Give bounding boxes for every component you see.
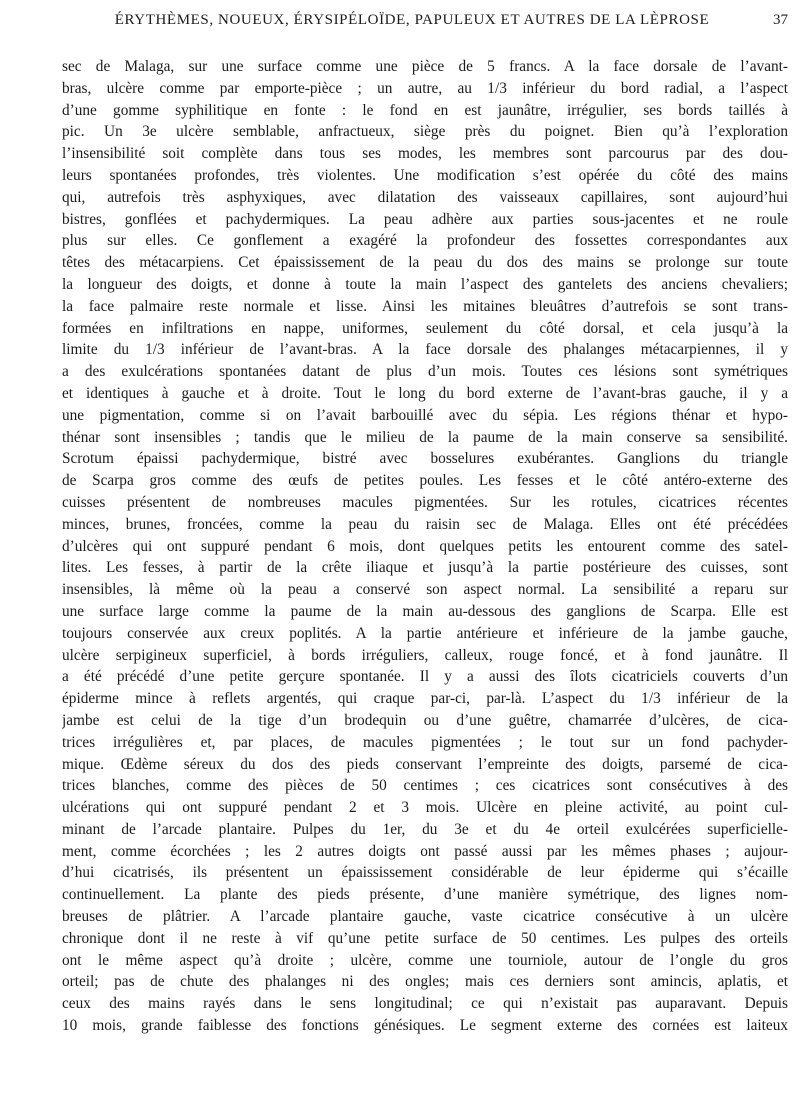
text-line: a été précédé d’une petite gerçure spontanée. Il y a aussi des îlots cicatriciels couverts d’un [62, 668, 788, 686]
text-line: mique. Œdème séreux du dos des pieds conservant l’empreinte des doigts, parsemé de cica- [62, 755, 788, 773]
running-title: ÉRYTHÈMES, NOUEUX, ÉRYSIPÉLOÏDE, PAPULEUX ET AUTRES DE LA LÈPROSE [114, 12, 710, 28]
text-line: cuisses présentent de nombreuses macules pigmentées. Sur les rotules, cicatrices récentes [62, 493, 788, 511]
text-line: breuses de plâtrier. A l’arcade plantaire gauche, vaste cicatrice consécutive à un ulcère [62, 908, 788, 926]
text-line: trices irrégulières et, par places, de macules pigmentées ; le tout sur un fond pachyder- [62, 733, 788, 751]
text-line: ceux des mains rayés dans le sens longitudinal; ce qui n’existait pas auparavant. Depuis [62, 995, 788, 1013]
text-line: thénar sont insensibles ; tandis que le milieu de la paume de la main conserve sa sensibilité. [62, 428, 788, 446]
body-text [62, 56, 788, 1037]
text-line: 10 mois, grande faiblesse des fonctions génésiques. Le segment externe des cornées est laiteux [62, 1017, 788, 1035]
text-line: bistres, gonflées et pachydermiques. La peau adhère aux parties sous-jacentes et ne roule [62, 210, 788, 228]
running-head [62, 12, 788, 32]
text-line: minces, brunes, froncées, comme la peau du raisin sec de Malaga. Elles ont été précédées [62, 515, 788, 533]
text-line: une pigmentation, comme si on l’avait barbouillé avec du sépia. Les régions thénar et hypo- [62, 406, 788, 424]
text-line: pic. Un 3e ulcère semblable, anfractueux, siège près du poignet. Bien qu’à l’exploration [62, 123, 788, 141]
text-line: de Scarpa gros comme des œufs de petites poules. Les fesses et le côté antéro-externe des [62, 472, 788, 490]
text-line: lites. Les fesses, à partir de la crête iliaque et jusqu’à la partie postérieure des cuisses, sont [62, 559, 788, 577]
text-line: Scrotum épaissi pachydermique, bistré avec bosselures exubérantes. Ganglions du triangle [62, 450, 788, 468]
text-line: et identiques à gauche et à droite. Tout le long du bord externe de l’avant-bras gauche, il y a [62, 384, 788, 402]
text-line: l’insensibilité soit complète dans tous ses modes, les membres sont parcourus par des dou- [62, 145, 788, 163]
text-line: leurs spontanées profondes, très violentes. Une modification s’est opérée du côté des mains [62, 166, 788, 184]
text-line: têtes des métacarpiens. Cet épaississement de la peau du dos des mains se prolonge sur toute [62, 254, 788, 272]
text-line: d’une gomme syphilitique en fonte : le fond en est jaunâtre, irrégulier, ses bords taillés à [62, 101, 788, 119]
text-line: toujours conservée aux creux poplités. A la partie antérieure et inférieure de la jambe gauche, [62, 624, 788, 642]
text-line: ulcère serpigineux superficiel, à bords irréguliers, calleux, rouge foncé, et à fond jaunâtre. Il [62, 646, 788, 664]
text-line: une surface large comme la paume de la main au-dessous des ganglions de Scarpa. Elle est [62, 602, 788, 620]
text-line: la longueur des doigts, et donne à toute la main l’aspect des gantelets des anciens chevaliers; [62, 275, 788, 293]
text-line: chronique dont il ne reste à vif qu’une petite surface de 50 centimes. Les pulpes des orteils [62, 929, 788, 947]
text-line: ont le même aspect qu’à droite ; ulcère, comme une tourniole, autour de l’ongle du gros [62, 951, 788, 969]
text-line: la face palmaire reste normale et lisse. Ainsi les mitaines bleuâtres d’autrefois se sont trans- [62, 297, 788, 315]
text-line: épiderme mince à reflets argentés, qui craque par-ci, par-là. L’aspect du 1/3 inférieur de la [62, 690, 788, 708]
text-line: minant de l’arcade plantaire. Pulpes du 1er, du 3e et du 4e orteil exulcérées superficielle- [62, 820, 788, 838]
text-line: formées en infiltrations en nappe, uniformes, seulement du côté dorsal, et cela jusqu’à la [62, 319, 788, 337]
text-line: limite du 1/3 inférieur de l’avant-bras. A la face dorsale des phalanges métacarpiennes, il y [62, 341, 788, 359]
text-line: d’hui cicatrisés, ils présentent un épaississement considérable de leur épiderme qui s’écaille [62, 864, 788, 882]
text-line: trices blanches, comme des pièces de 50 centimes ; ces cicatrices sont consécutives à des [62, 777, 788, 795]
text-line: insensibles, là même où la peau a conservé son aspect normal. La sensibilité a reparu sur [62, 581, 788, 599]
text-line: sec de Malaga, sur une surface comme une pièce de 5 francs. A la face dorsale de l’avant- [62, 58, 788, 75]
text-line: continuellement. La plante des pieds présente, d’une manière symétrique, des lignes nom- [62, 886, 788, 904]
text-line: ulcérations qui ont suppuré pendant 2 et 3 mois. Ulcère en pleine activité, au point cul- [62, 799, 788, 817]
text-line: bras, ulcère comme par emporte-pièce ; un autre, au 1/3 inférieur du bord radial, a l’aspect [62, 79, 788, 97]
text-line: ment, comme écorchées ; les 2 autres doigts ont passé aussi par les mêmes phases ; aujour- [62, 842, 788, 860]
page-number: 37 [773, 12, 788, 28]
text-line: d’ulcères qui ont suppuré pendant 6 mois, dont quelques petits les entourent comme des satel- [62, 537, 788, 555]
text-line: qui, autrefois très asphyxiques, avec dilatation des vaisseaux capillaires, sont aujourd’hui [62, 188, 788, 206]
text-line: a des exulcérations spontanées datant de plus d’un mois. Toutes ces lésions sont symétriques [62, 363, 788, 381]
text-line: jambe est celui de la tige d’un brodequin ou d’une guêtre, chamarrée d’ulcères, de cica- [62, 711, 788, 729]
text-line: orteil; pas de chute des phalanges ni des ongles; mais ces derniers sont amincis, aplatis, et [62, 973, 788, 991]
text-line: plus sur elles. Ce gonflement a exagéré la profondeur des fossettes correspondantes aux [62, 232, 788, 250]
